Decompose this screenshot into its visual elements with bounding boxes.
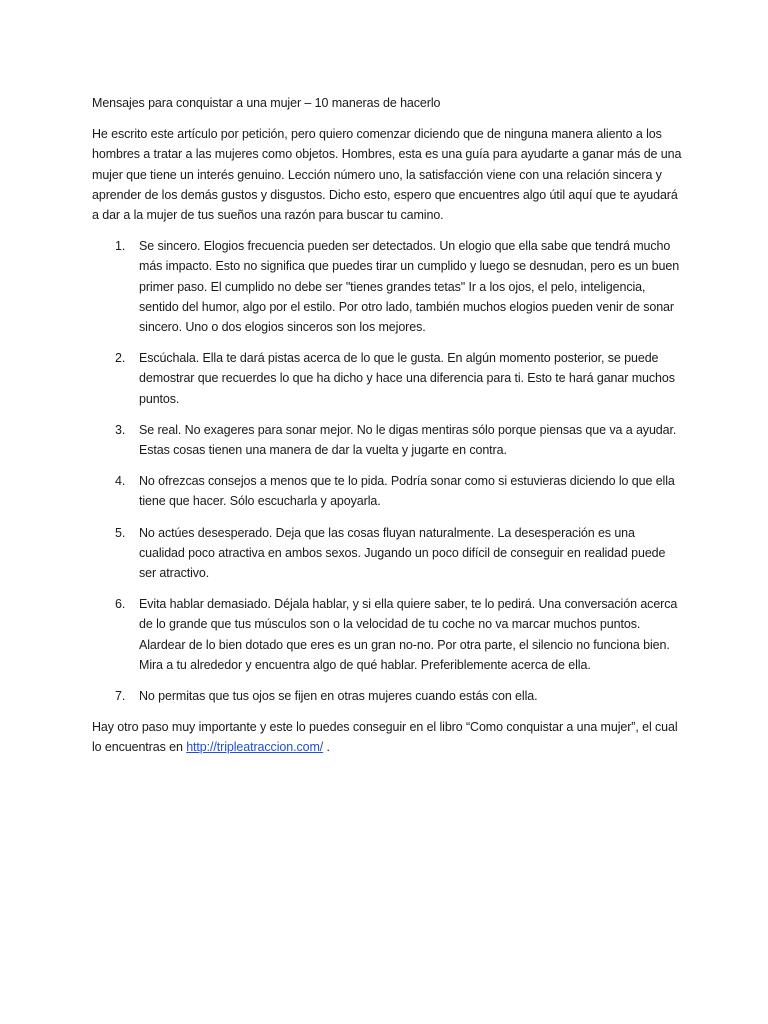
list-item [92,236,682,337]
document-page [92,93,682,758]
list-item [92,686,682,706]
list-item-text: No actúes desesperado. Deja que las cosas fluyan naturalmente. La desesperación es una cualidad poco atractiva en ambos sexos. Jugando un poco difícil de conseguir en realidad puede ser atractivo. [139,525,666,581]
list-number: 2. [115,351,126,366]
tips-list [92,236,682,706]
list-item [92,348,682,409]
list-item-text: Se real. No exageres para sonar mejor. No le digas mentiras sólo porque piensas que va a ayudar. Estas cosas tienen una manera de dar la vuelta y jugarte en contra. [139,422,677,458]
list-number: 6. [115,597,126,612]
list-item [92,471,682,511]
website-link[interactable]: http://tripleatraccion.com/ [186,740,324,755]
list-item [92,420,682,460]
list-item-text: Escúchala. Ella te dará pistas acerca de lo que le gusta. En algún momento posterior, se puede demostrar que recuerdes lo que ha dicho y hace una diferencia para ti. Esto te hará ganar muchos puntos. [139,351,675,406]
closing-text-end: . [323,740,330,755]
list-number: 4. [115,474,126,489]
closing-paragraph [92,717,682,757]
closing-text: Hay otro paso muy importante y este lo puedes conseguir en el libro “Como conquistar a una mujer”, el cual lo encuentras en [92,720,678,755]
list-item-text: Se sincero. Elogios frecuencia pueden ser detectados. Un elogio que ella sabe que tendrá mucho más impacto. Esto no significa que puedes tirar un cumplido y luego se desnudan, pero es un buen primer paso. El cumplido no debe ser "tienes grandes tetas" Ir a los ojos, el pelo, inteligencia, sentido del humor, algo por el estilo. Por otro lado, también muchos elogios pueden venir de sonar sincero. Uno o dos elogios sinceros son los mejores. [139,239,680,335]
document-title: Mensajes para conquistar a una mujer – 10 maneras de hacerlo [92,96,441,110]
list-item-text: Evita hablar demasiado. Déjala hablar, y si ella quiere saber, te lo pedirá. Una conversación acerca de lo grande que tus músculos son o la velocidad de tu coche no va marcar muchos puntos. Alardear de lo bien dotado que eres es un gran no-no. Por otra parte, el silencio no funciona bien. Mira a tu alrededor y encuentra algo de qué hablar. Preferiblemente acerca de ella. [139,597,678,672]
list-number: 5. [115,525,126,540]
list-item-text: No permitas que tus ojos se fijen en otras mujeres cuando estás con ella. [139,689,538,704]
list-number: 7. [115,689,126,704]
list-item-text: No ofrezcas consejos a menos que te lo pida. Podría sonar como si estuvieras diciendo lo que ella tiene que hacer. Sólo escucharla y apoyarla. [139,474,675,509]
intro-paragraph: He escrito este artículo por petición, pero quiero comenzar diciendo que de ninguna manera aliento a los hombres a tratar a las mujeres como objetos. Hombres, esta es una guía para ayudarte a ganar más de una mujer que tiene un interés genuino. Lección número uno, la satisfacción viene con una relación sincera y aprender de los demás gustos y disgustos. Dicho esto, espero que encuentres algo útil aquí que te ayudará a dar a la mujer de tus sueños una razón para buscar tu camino. [92,127,682,223]
list-item [92,594,682,675]
list-number: 3. [115,422,126,437]
list-item [92,523,682,584]
list-number: 1. [115,239,126,254]
